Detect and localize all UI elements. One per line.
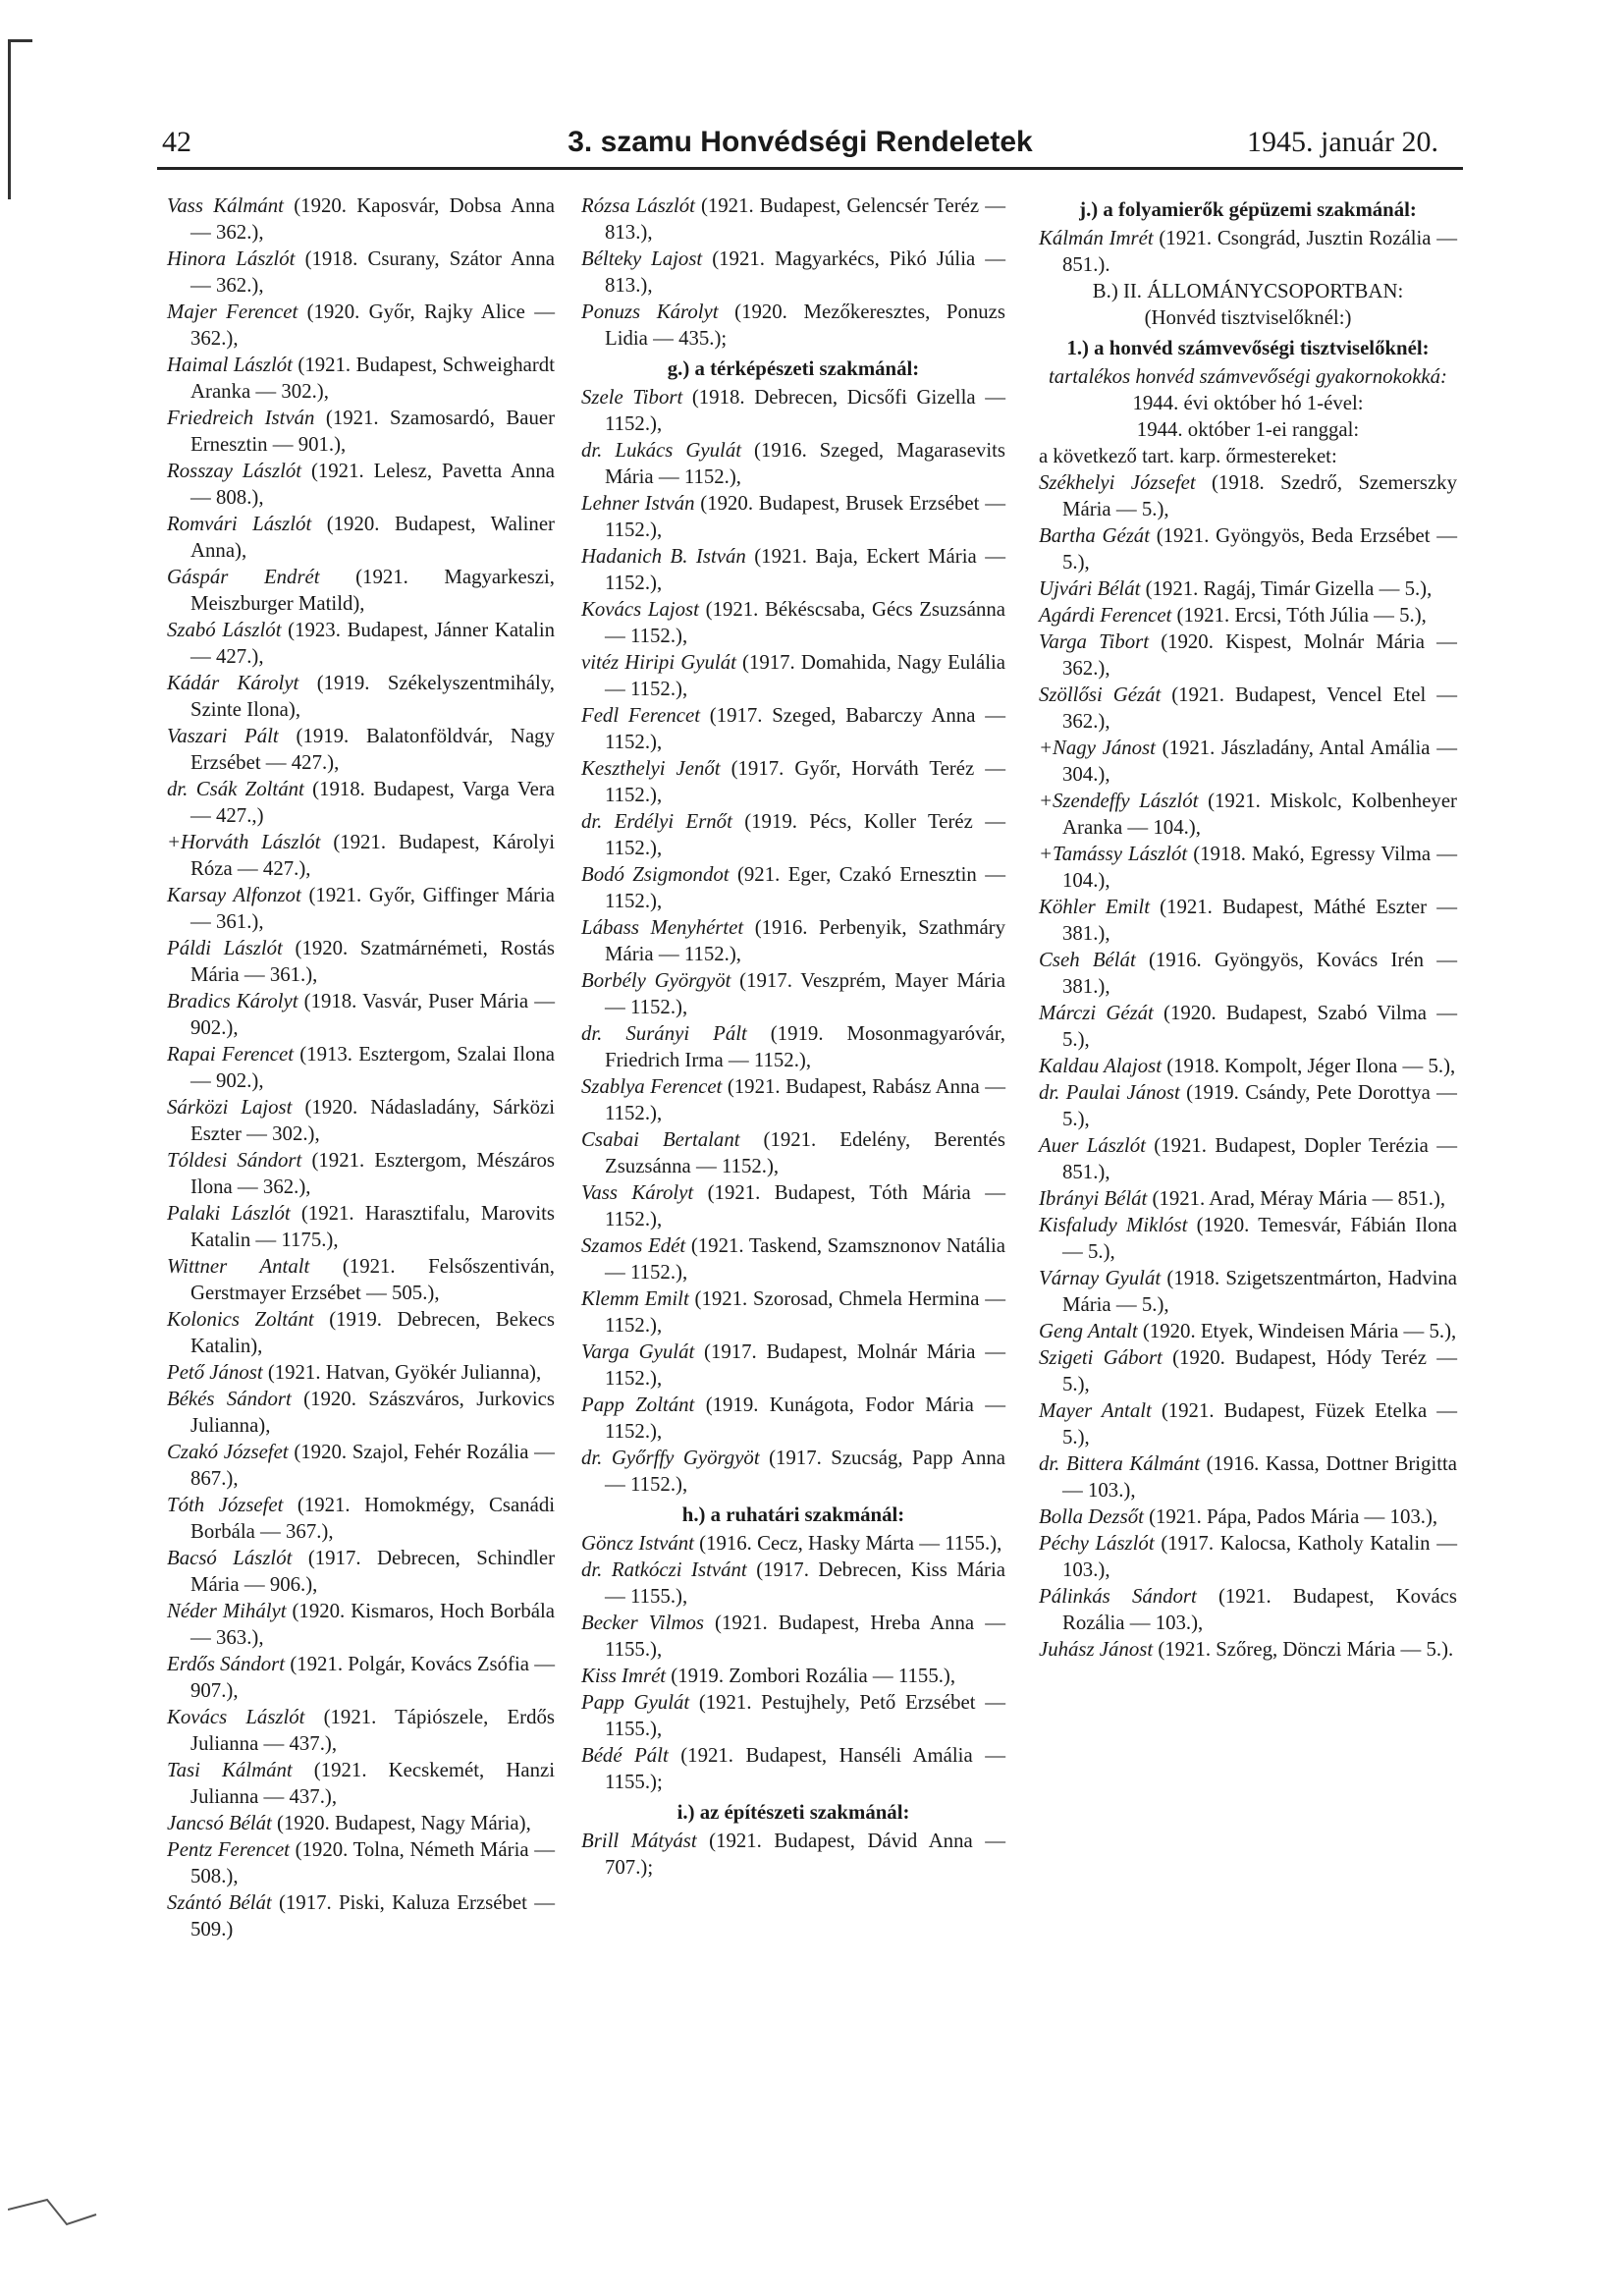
entry-name: Göncz Istvánt xyxy=(581,1532,694,1555)
entry-details: (1921. Budapest, Hreba Anna — 1155.), xyxy=(605,1612,1005,1661)
list-entry xyxy=(1039,1212,1457,1265)
entry-name: Kádár Károlyt xyxy=(167,672,299,694)
entry-name: Szabó Lászlót xyxy=(167,619,282,641)
list-entry xyxy=(1039,682,1457,735)
entry-details: (1919. Kunágota, Fodor Mária — 1152.), xyxy=(605,1394,1005,1443)
entry-name: Bacsó Lászlót xyxy=(167,1547,293,1569)
list-entry xyxy=(167,670,555,723)
entry-name: Tóldesi Sándort xyxy=(167,1149,302,1172)
entry-name: dr. Erdélyi Ernőt xyxy=(581,810,732,833)
entry-name: Kolonics Zoltánt xyxy=(167,1308,314,1331)
entry-details: (1918. Vasvár, Puser Mária — 902.), xyxy=(190,990,555,1039)
entry-details: (1921. Lelesz, Pavetta Anna — 808.), xyxy=(190,460,555,509)
entry-name: Kisfaludy Miklóst xyxy=(1039,1214,1188,1236)
list-entry xyxy=(581,1179,1005,1232)
header-rule xyxy=(157,167,1463,170)
entry-details: (1918. Makó, Egressy Vilma — 104.), xyxy=(1062,843,1458,892)
entry-details: (1919. Zombori Rozália — 1155.), xyxy=(671,1665,956,1687)
list-entry xyxy=(167,988,555,1041)
entry-details: (1921. Pestujhely, Pető Erzsébet — 1155.), xyxy=(605,1691,1005,1740)
text-line: a következő tart. karp. őrmestereket: xyxy=(1039,445,1337,467)
entry-details: (1920. Kismaros, Hoch Borbála — 363.), xyxy=(190,1600,555,1649)
entry-name: Ponuzs Károlyt xyxy=(581,301,719,323)
entry-name: Fedl Ferencet xyxy=(581,704,700,727)
entry-details: (1921. Ercsi, Tóth Júlia — 5.), xyxy=(1176,604,1427,627)
list-entry xyxy=(581,1663,1005,1689)
list-entry xyxy=(581,1073,1005,1126)
list-entry xyxy=(581,192,1005,246)
list-entry xyxy=(581,1020,1005,1073)
entry-name: Ujvári Bélát xyxy=(1039,577,1141,600)
entry-details: (1921. Budapest, Dávid Anna — 707.); xyxy=(605,1830,1005,1879)
entry-name: Bédé Pált xyxy=(581,1744,669,1767)
list-entry xyxy=(581,299,1005,352)
entry-name: Bodó Zsigmondot xyxy=(581,863,730,886)
entry-name: Lehner István xyxy=(581,492,695,515)
entry-details: (1921. Szorosad, Chmela Hermina — 1152.), xyxy=(605,1287,1005,1337)
list-entry xyxy=(581,596,1005,649)
list-entry xyxy=(167,1810,555,1836)
entry-name: Kovács Lászlót xyxy=(167,1706,305,1728)
column-right xyxy=(1039,192,1457,1663)
entry-name: Rapai Ferencet xyxy=(167,1043,295,1066)
list-entry xyxy=(167,458,555,511)
entry-details: (1921. Hatvan, Gyökér Julianna), xyxy=(267,1361,542,1384)
entry-name: +Horváth Lászlót xyxy=(167,831,321,853)
entry-details: (1920. Szajol, Fehér Rozália — 867.), xyxy=(190,1441,555,1490)
list-entry xyxy=(1039,735,1457,788)
entry-name: Hadanich B. István xyxy=(581,545,746,568)
text-line: 1944. évi október hó 1-ével: xyxy=(1132,392,1364,414)
entry-details: (1919. Pécs, Koller Teréz — 1152.), xyxy=(605,810,1006,859)
entry-name: Vaszari Pált xyxy=(167,725,279,747)
entry-details: (1921. Budapest, Gelencsér Teréz — 813.), xyxy=(605,194,1005,244)
list-entry xyxy=(1039,947,1457,1000)
entry-details: (1917. Budapest, Molnár Mária — 1152.), xyxy=(605,1340,1005,1390)
entry-name: Friedreich István xyxy=(167,407,315,429)
list-entry xyxy=(167,1545,555,1598)
list-entry xyxy=(1039,1265,1457,1318)
entry-details: (1918. Szedrő, Szemerszky Mária — 5.), xyxy=(1062,471,1457,520)
entry-details: (1918. Debrecen, Dicsőfi Gizella — 1152.), xyxy=(605,386,1006,435)
entry-details: (1921. Budapest, Füzek Etelka — 5.), xyxy=(1062,1399,1458,1449)
entry-name: Borbély Györgyöt xyxy=(581,969,731,992)
entry-details: (1921. Homokmégy, Csanádi Borbála — 367.), xyxy=(190,1494,555,1543)
entry-details: (1919. Székelyszentmihály, Szinte Ilona), xyxy=(190,672,555,721)
text-line: tartalékos honvéd számvevőségi gyakornokokká: xyxy=(1049,365,1447,388)
entry-details: (1921. Budapest, Schweighardt Aranka — 302.), xyxy=(190,354,555,403)
entry-details: (1921. Jászladány, Antal Amália — 304.), xyxy=(1062,737,1457,786)
entry-details: (1921. Harasztifalu, Marovits Katalin — 1175.), xyxy=(190,1202,556,1251)
entry-details: (1917. Veszprém, Mayer Mária — 1152.), xyxy=(605,969,1005,1018)
entry-name: Brill Mátyást xyxy=(581,1830,697,1852)
issue-date: 1945. január 20. xyxy=(1247,126,1438,158)
entry-name: Vass Kálmánt xyxy=(167,194,284,217)
list-entry xyxy=(1039,841,1457,894)
text-line: B.) II. ÁLLOMÁNYCSOPORTBAN: xyxy=(1092,280,1404,302)
entry-name: Szele Tibort xyxy=(581,386,683,409)
list-entry xyxy=(167,1386,555,1439)
entry-details: (1917. Szucság, Papp Anna — 1152.), xyxy=(605,1447,1006,1496)
text-line: (Honvéd tisztviselőknél:) xyxy=(1144,306,1352,329)
list-entry xyxy=(1039,1079,1457,1132)
entry-name: Szamos Edét xyxy=(581,1234,686,1257)
entry-details: (1919. Mosonmagyaróvár, Friedrich Irma — 1152.), xyxy=(605,1022,1005,1071)
entry-name: Márczi Gézát xyxy=(1039,1002,1154,1024)
entry-name: Páldi Lászlót xyxy=(167,937,283,959)
entry-name: Pentz Ferencet xyxy=(167,1838,290,1861)
list-entry xyxy=(1039,1530,1457,1583)
entry-name: +Nagy Jánost xyxy=(1039,737,1156,759)
entry-details: (1920. Szatmárnémeti, Rostás Mária — 361.), xyxy=(190,937,555,986)
list-entry xyxy=(167,192,555,246)
section-heading: h.) a ruhatári szakmánál: xyxy=(681,1503,905,1526)
entry-details: (1916. Szeged, Magarasevits Mária — 1152.), xyxy=(605,439,1005,488)
entry-name: Kálmán Imrét xyxy=(1039,227,1154,249)
list-entry xyxy=(581,1285,1005,1339)
list-entry xyxy=(581,649,1005,702)
entry-name: +Szendeffy Lászlót xyxy=(1039,790,1199,812)
entry-name: Bartha Gézát xyxy=(1039,524,1150,547)
entry-name: Wittner Antalt xyxy=(167,1255,310,1278)
list-entry xyxy=(581,1126,1005,1179)
text-line: 1944. október 1-ei ranggal: xyxy=(1136,418,1360,441)
entry-name: Békés Sándort xyxy=(167,1388,292,1410)
entry-details: (1921. Felsőszentiván, Gerstmayer Erzsébet — 505.), xyxy=(190,1255,555,1304)
entry-name: Papp Zoltánt xyxy=(581,1394,695,1416)
entry-name: Palaki Lászlót xyxy=(167,1202,291,1225)
entry-details: (1920. Kispest, Molnár Mária — 362.), xyxy=(1062,630,1457,680)
list-entry xyxy=(581,246,1005,299)
entry-name: Szöllősi Gézát xyxy=(1039,683,1162,706)
entry-name: Czakó Józsefet xyxy=(167,1441,289,1463)
scan-edge-noise xyxy=(8,2170,1461,2239)
entry-details: (1917. Domahida, Nagy Eulália — 1152.), xyxy=(605,651,1005,700)
entry-details: (1921. Szamosardó, Bauer Ernesztin — 901.), xyxy=(190,407,556,456)
entry-details: (1920. Budapest, Hódy Teréz — 5.), xyxy=(1062,1346,1457,1395)
entry-details: (1921. Budapest, Károlyi Róza — 427.), xyxy=(190,831,556,880)
entry-name: Gáspár Endrét xyxy=(167,566,320,588)
entry-name: Erdős Sándort xyxy=(167,1653,286,1675)
entry-name: Rosszay Lászlót xyxy=(167,460,302,482)
list-entry xyxy=(1039,1397,1457,1450)
entry-name: dr. Ratkóczi Istvánt xyxy=(581,1558,747,1581)
entry-details: (1921. Budapest, Kovács Rozália — 103.), xyxy=(1062,1585,1457,1634)
entry-details: (1920. Mezőkeresztes, Ponuzs Lidia — 435.); xyxy=(605,301,1006,350)
list-entry xyxy=(1039,1000,1457,1053)
entry-details: (1921. Pápa, Pados Mária — 103.), xyxy=(1149,1505,1438,1528)
list-entry xyxy=(581,1689,1005,1742)
list-entry xyxy=(167,1147,555,1200)
section-heading: i.) az építészeti szakmánál: xyxy=(676,1801,910,1824)
entry-details: (1921. Esztergom, Mészáros Ilona — 362.), xyxy=(190,1149,556,1198)
entry-details: (921. Eger, Czakó Ernesztin — 1152.), xyxy=(605,863,1006,912)
entry-name: Majer Ferencet xyxy=(167,301,298,323)
list-entry xyxy=(167,829,555,882)
entry-name: Haimal Lászlót xyxy=(167,354,293,376)
entry-name: Sárközi Lajost xyxy=(167,1096,293,1119)
entry-details: (1921. Budapest, Tóth Mária — 1152.), xyxy=(605,1181,1005,1230)
entry-name: Szántó Bélát xyxy=(167,1891,272,1914)
entry-details: (1920. Tolna, Németh Mária — 508.), xyxy=(190,1838,556,1887)
list-entry xyxy=(581,1339,1005,1392)
list-entry xyxy=(167,723,555,776)
entry-name: Varga Gyulát xyxy=(581,1340,695,1363)
entry-details: (1920. Győr, Rajky Alice — 362.), xyxy=(190,301,555,350)
entry-details: (1917. Kalocsa, Katholy Katalin — 103.), xyxy=(1062,1532,1457,1581)
entry-details: (1921. Budapest, Rabász Anna — 1152.), xyxy=(605,1075,1005,1124)
list-entry xyxy=(581,702,1005,755)
entry-name: dr. Surányi Pált xyxy=(581,1022,747,1045)
list-entry xyxy=(581,1557,1005,1610)
list-entry xyxy=(167,299,555,352)
entry-details: (1920. Budapest, Nagy Mária), xyxy=(277,1812,531,1834)
entry-name: +Tamássy Lászlót xyxy=(1039,843,1188,865)
entry-details: (1919. Debrecen, Bekecs Katalin), xyxy=(190,1308,555,1357)
list-entry xyxy=(1039,629,1457,682)
list-entry xyxy=(167,1889,555,1942)
entry-details: (1921. Arad, Méray Mária — 851.), xyxy=(1152,1187,1446,1210)
list-entry xyxy=(1039,1636,1457,1663)
entry-name: Szigeti Gábort xyxy=(1039,1346,1163,1369)
list-entry xyxy=(1039,522,1457,575)
section-heading: g.) a térképészeti szakmánál: xyxy=(667,357,920,380)
entry-details: (1920. Kaposvár, Dobsa Anna — 362.), xyxy=(190,194,555,244)
entry-details: (1923. Budapest, Jánner Katalin — 427.), xyxy=(190,619,556,668)
entry-details: (1917. Szeged, Babarczy Anna — 1152.), xyxy=(605,704,1005,753)
entry-details: (1921. Baja, Eckert Mária — 1152.), xyxy=(605,545,1005,594)
entry-details: (1921. Taskend, Szamsznonov Natália — 1152.), xyxy=(605,1234,1005,1284)
entry-details: (1916. Kassa, Dottner Brigitta — 103.), xyxy=(1062,1452,1458,1502)
page-header xyxy=(162,126,1438,169)
entry-details: (1920. Budapest, Szabó Vilma — 5.), xyxy=(1062,1002,1457,1051)
entry-name: Karsay Alfonzot xyxy=(167,884,301,906)
list-entry xyxy=(1039,602,1457,629)
entry-name: Klemm Emilt xyxy=(581,1287,689,1310)
list-entry xyxy=(167,511,555,564)
entry-details: (1921. Győr, Giffinger Mária — 361.), xyxy=(190,884,555,933)
entry-name: Cseh Bélát xyxy=(1039,949,1136,971)
entry-details: (1920. Temesvár, Fábián Ilona — 5.), xyxy=(1062,1214,1457,1263)
entry-details: (1918. Kompolt, Jéger Ilona — 5.), xyxy=(1166,1055,1456,1077)
entry-details: (1921. Polgár, Kovács Zsófia — 907.), xyxy=(190,1653,556,1702)
entry-name: dr. Paulai Jánost xyxy=(1039,1081,1180,1104)
list-entry xyxy=(1039,469,1457,522)
list-entry xyxy=(581,1742,1005,1795)
entry-name: Juhász Jánost xyxy=(1039,1638,1154,1661)
list-entry xyxy=(167,935,555,988)
list-entry xyxy=(167,564,555,617)
entry-details: (1920. Szászváros, Jurkovics Julianna), xyxy=(190,1388,555,1437)
list-entry xyxy=(167,1757,555,1810)
entry-details: (1921. Budapest, Vencel Etel — 362.), xyxy=(1062,683,1458,733)
entry-details: (1917. Debrecen, Schindler Mária — 906.), xyxy=(190,1547,555,1596)
list-entry xyxy=(167,1651,555,1704)
entry-name: Pálinkás Sándort xyxy=(1039,1585,1197,1608)
list-entry xyxy=(1039,1185,1457,1212)
list-entry xyxy=(167,1200,555,1253)
entry-name: dr. Győrffy Györgyöt xyxy=(581,1447,760,1469)
list-entry xyxy=(581,1232,1005,1285)
list-entry xyxy=(1039,575,1457,602)
list-entry xyxy=(1039,1344,1457,1397)
entry-name: Jancsó Bélát xyxy=(167,1812,272,1834)
entry-details: (1921. Edelény, Berentés Zsuzsánna — 1152.), xyxy=(605,1128,1005,1177)
entry-details: (1921. Szőreg, Dönczi Mária — 5.). xyxy=(1158,1638,1454,1661)
list-entry xyxy=(1039,1318,1457,1344)
entry-name: Bélteky Lajost xyxy=(581,247,703,270)
entry-details: (1913. Esztergom, Szalai Ilona — 902.), xyxy=(190,1043,555,1092)
entry-details: (1921. Budapest, Máthé Eszter — 381.), xyxy=(1062,896,1457,945)
scan-margin-mark xyxy=(8,39,32,199)
list-entry xyxy=(581,1828,1005,1881)
entry-name: Rózsa Lászlót xyxy=(581,194,695,217)
list-entry xyxy=(581,384,1005,437)
list-entry xyxy=(167,882,555,935)
entry-details: (1916. Cecz, Hasky Márta — 1155.), xyxy=(699,1532,1002,1555)
entry-name: Varga Tibort xyxy=(1039,630,1149,653)
entry-name: dr. Lukács Gyulát xyxy=(581,439,741,462)
entry-name: Kiss Imrét xyxy=(581,1665,667,1687)
list-entry xyxy=(581,1530,1005,1557)
list-entry xyxy=(167,1598,555,1651)
entry-details: (1921. Békéscsaba, Gécs Zsuzsánna — 1152.), xyxy=(605,598,1006,647)
entry-details: (1918. Szigetszentmárton, Hadvina Mária — 5.), xyxy=(1062,1267,1457,1316)
list-entry xyxy=(581,967,1005,1020)
list-entry xyxy=(581,1445,1005,1498)
entry-name: Romvári Lászlót xyxy=(167,513,312,535)
entry-name: Székhelyi Józsefet xyxy=(1039,471,1196,494)
list-entry xyxy=(581,1610,1005,1663)
entry-name: dr. Bittera Kálmánt xyxy=(1039,1452,1200,1475)
list-entry xyxy=(167,1704,555,1757)
entry-details: (1920. Budapest, Brusek Erzsébet — 1152.), xyxy=(605,492,1005,541)
entry-details: (1917. Piski, Kaluza Erzsébet — 509.) xyxy=(190,1891,556,1941)
list-entry xyxy=(167,1306,555,1359)
entry-name: Várnay Gyulát xyxy=(1039,1267,1162,1289)
list-entry xyxy=(1039,788,1457,841)
entry-details: (1921. Budapest, Dopler Terézia — 851.), xyxy=(1062,1134,1458,1183)
entry-name: Keszthelyi Jenőt xyxy=(581,757,721,780)
entry-details: (1921. Csongrád, Jusztin Rozália — 851.). xyxy=(1062,227,1458,276)
entry-details: (1921. Gyöngyös, Beda Erzsébet — 5.), xyxy=(1062,524,1457,574)
list-entry xyxy=(1039,1053,1457,1079)
entry-name: Péchy Lászlót xyxy=(1039,1532,1155,1555)
column-middle xyxy=(581,192,1005,1881)
entry-name: Agárdi Ferencet xyxy=(1039,604,1172,627)
entry-name: dr. Csák Zoltánt xyxy=(167,778,304,800)
section-heading: j.) a folyamierők gépüzemi szakmánál: xyxy=(1079,198,1417,221)
entry-details: (1918. Csurany, Szátor Anna — 362.), xyxy=(190,247,556,297)
entry-name: Tóth Józsefet xyxy=(167,1494,284,1516)
entry-name: Kaldau Alajost xyxy=(1039,1055,1162,1077)
entry-name: Tasi Kálmánt xyxy=(167,1759,293,1781)
entry-details: (1921. Miskolc, Kolbenheyer Aranka — 104.), xyxy=(1062,790,1457,839)
entry-name: Köhler Emilt xyxy=(1039,896,1150,918)
list-entry xyxy=(167,1492,555,1545)
list-entry xyxy=(1039,1583,1457,1636)
list-entry xyxy=(1039,894,1457,947)
list-entry xyxy=(581,437,1005,490)
entry-name: Ibrányi Bélát xyxy=(1039,1187,1148,1210)
page-title: 3. szamu Honvédségi Rendeletek xyxy=(568,126,1033,158)
entry-name: Lábass Menyhértet xyxy=(581,916,744,939)
entry-details: (1920. Etyek, Windeisen Mária — 5.), xyxy=(1142,1320,1457,1342)
entry-details: (1917. Győr, Horváth Teréz — 1152.), xyxy=(605,757,1006,806)
list-entry xyxy=(167,617,555,670)
list-entry xyxy=(1039,1503,1457,1530)
list-entry xyxy=(581,808,1005,861)
entry-name: Néder Mihályt xyxy=(167,1600,287,1622)
entry-name: Vass Károlyt xyxy=(581,1181,694,1204)
list-entry xyxy=(167,1253,555,1306)
list-entry xyxy=(581,914,1005,967)
list-entry xyxy=(167,776,555,829)
list-entry xyxy=(167,1359,555,1386)
entry-name: Hinora Lászlót xyxy=(167,247,296,270)
entry-details: (1921. Budapest, Hanséli Amália — 1155.); xyxy=(605,1744,1005,1793)
entry-details: (1921. Ragáj, Timár Gizella — 5.), xyxy=(1145,577,1433,600)
entry-name: Becker Vilmos xyxy=(581,1612,704,1634)
list-entry xyxy=(1039,1132,1457,1185)
entry-name: Pető Jánost xyxy=(167,1361,263,1384)
entry-name: Bradics Károlyt xyxy=(167,990,298,1012)
entry-name: Bolla Dezsőt xyxy=(1039,1505,1144,1528)
entry-details: (1920. Nádasladány, Sárközi Eszter — 302.), xyxy=(190,1096,556,1145)
entry-name: Kovács Lajost xyxy=(581,598,699,621)
entry-name: Szablya Ferencet xyxy=(581,1075,723,1098)
entry-details: (1921. Tápiószele, Erdős Julianna — 437.), xyxy=(190,1706,556,1755)
entry-name: Papp Gyulát xyxy=(581,1691,690,1714)
entry-details: (1917. Debrecen, Kiss Mária — 1155.), xyxy=(605,1558,1005,1608)
list-entry xyxy=(167,246,555,299)
entry-details: (1916. Perbenyik, Szathmáry Mária — 1152.), xyxy=(605,916,1005,965)
entry-name: Geng Antalt xyxy=(1039,1320,1138,1342)
list-entry xyxy=(581,543,1005,596)
entry-details: (1921. Magyarkécs, Pikó Júlia — 813.), xyxy=(605,247,1005,297)
entry-name: Mayer Antalt xyxy=(1039,1399,1152,1422)
entry-details: (1919. Csándy, Pete Dorottya — 5.), xyxy=(1062,1081,1457,1130)
list-entry xyxy=(167,405,555,458)
page-number: 42 xyxy=(162,126,191,158)
entry-name: vitéz Hiripi Gyulát xyxy=(581,651,736,674)
list-entry xyxy=(167,1836,555,1889)
entry-details: (1919. Balatonföldvár, Nagy Erzsébet — 427.), xyxy=(190,725,555,774)
entry-details: (1921. Kecskemét, Hanzi Julianna — 437.), xyxy=(190,1759,555,1808)
entry-details: (1918. Budapest, Varga Vera — 427.,) xyxy=(190,778,555,827)
entry-details: (1916. Gyöngyös, Kovács Irén — 381.), xyxy=(1062,949,1458,998)
list-entry xyxy=(1039,1450,1457,1503)
list-entry xyxy=(1039,225,1457,278)
column-left xyxy=(167,192,555,1942)
entry-name: Csabai Bertalant xyxy=(581,1128,740,1151)
entry-name: Auer Lászlót xyxy=(1039,1134,1146,1157)
list-entry xyxy=(167,1094,555,1147)
list-entry xyxy=(167,352,555,405)
list-entry xyxy=(581,755,1005,808)
entry-details: (1920. Budapest, Waliner Anna), xyxy=(190,513,555,562)
list-entry xyxy=(167,1439,555,1492)
list-entry xyxy=(581,861,1005,914)
list-entry xyxy=(581,1392,1005,1445)
list-entry xyxy=(167,1041,555,1094)
list-entry xyxy=(581,490,1005,543)
entry-details: (1921. Magyarkeszi, Meiszburger Matild), xyxy=(190,566,556,615)
section-heading: 1.) a honvéd számvevőségi tisztviselőknél: xyxy=(1066,337,1430,359)
